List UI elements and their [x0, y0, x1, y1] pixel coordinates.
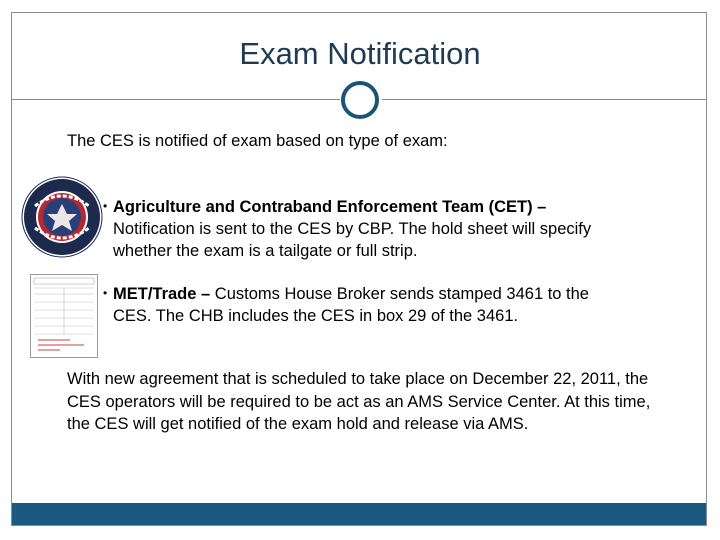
bullet-text-line: Notification is sent to the CES by CBP. The hold sheet will specify	[113, 220, 592, 238]
bullet-label: Agriculture and Contraband Enforcement Team (CET) –	[113, 198, 547, 216]
footer-bar	[12, 503, 706, 525]
closing-paragraph: With new agreement that is scheduled to take place on December 22, 2011, the CES operators will be required to be act as an AMS Service Center. At this time, the CES will get notified of the exam hold and release via AMS.	[67, 370, 651, 433]
title-rule-right	[382, 99, 706, 100]
bullet-text: Customs House Broker sends stamped 3461 to the	[210, 285, 589, 303]
slide-title: Exam Notification	[239, 36, 481, 71]
bullet-text-line: CES. The CHB includes the CES in box 29 of the 3461.	[113, 307, 519, 325]
bullet-cet	[103, 195, 663, 262]
intro-text: The CES is notified of exam based on type of exam:	[67, 132, 448, 150]
bullet-label: MET/Trade –	[113, 285, 211, 303]
bullet-met-trade	[103, 282, 663, 327]
form-3461-icon	[30, 274, 98, 358]
title-ring-ornament	[341, 81, 379, 119]
bullet-text-line: whether the exam is a tailgate or full strip.	[113, 242, 418, 260]
bullet-dot: •	[103, 199, 108, 213]
title-rule-left	[12, 99, 340, 100]
cbp-seal-icon	[21, 176, 103, 258]
bullet-dot: •	[103, 286, 108, 300]
